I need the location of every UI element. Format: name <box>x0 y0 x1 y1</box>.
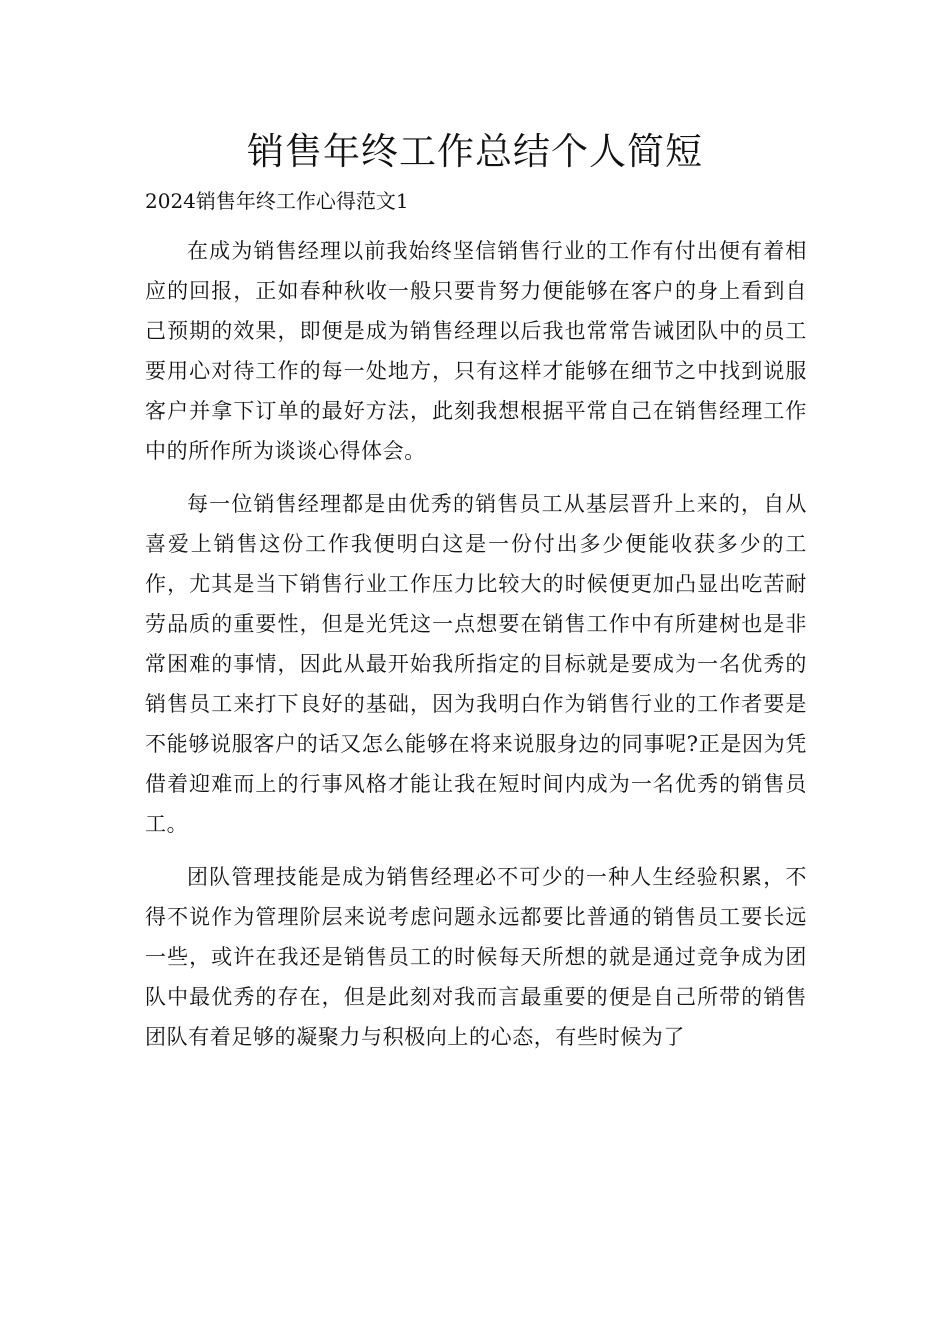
document-title: 销售年终工作总结个人简短 <box>247 130 703 173</box>
paragraph-3: 团队管理技能是成为销售经理必不可少的一种人生经验积累，不得不说作为管理阶层来说考虑问题永远都要比普通的销售员工要长远一些，或许在我还是销售员工的时候每天所想的就是通过竞争成为团队中最优秀的存在，但是此刻对我而言最重要的便是自己所带的销售团队有着足够的凝聚力与积极向上的心态，有些时候为了 <box>145 865 807 1049</box>
paragraph-1: 在成为销售经理以前我始终坚信销售行业的工作有付出便有着相应的回报，正如春种秋收一般只要肯努力便能够在客户的身上看到自己预期的效果，即便是成为销售经理以后我也常常告诫团队中的员工要用心对待工作的每一处地方，只有这样才能够在细节之中找到说服客户并拿下订单的最好方法，此刻我想根据平常自己在销售经理工作中的所作所为谈谈心得体会。 <box>145 239 807 463</box>
document-body <box>145 231 807 1057</box>
paragraph-2: 每一位销售经理都是由优秀的销售员工从基层晋升上来的，自从喜爱上销售这份工作我便明白这是一份付出多少便能收获多少的工作，尤其是当下销售行业工作压力比较大的时候便更加凸显出吃苦耐劳品质的重要性，但是光凭这一点想要在销售工作中有所建树也是非常困难的事情，因此从最开始我所指定的目标就是要成为一名优秀的销售员工来打下良好的基础，因为我明白作为销售行业的工作者要是不能够说服客户的话又怎么能够在将来说服身边的同事呢?正是因为凭借着迎难而上的行事风格才能让我在短时间内成为一名优秀的销售员工。 <box>145 492 807 836</box>
document-subtitle: 2024销售年终工作心得范文1 <box>145 189 409 213</box>
